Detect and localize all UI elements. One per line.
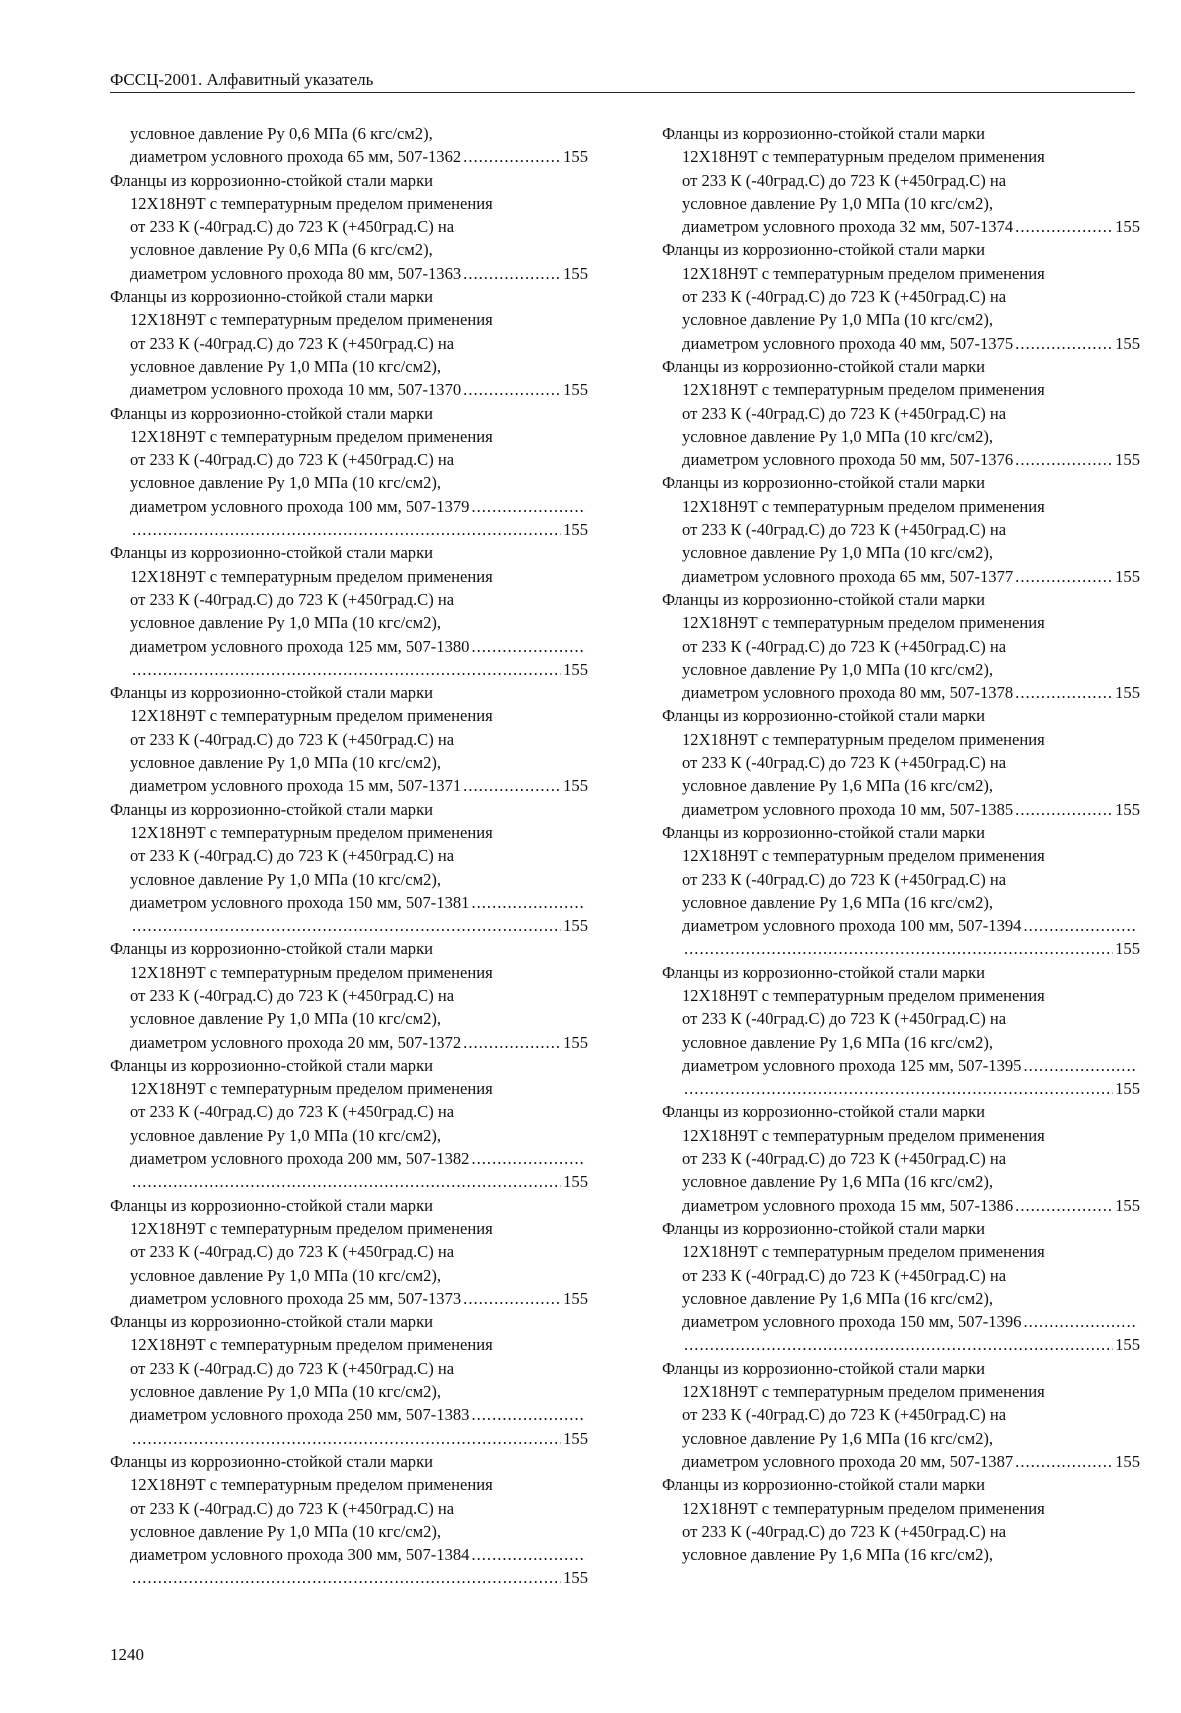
entry-line: 12Х18Н9Т с температурным пределом применения	[682, 1125, 1045, 1145]
entry-line: условное давление Ру 1,0 МПа (10 кгс/см2),	[682, 193, 994, 213]
entry-line: условное давление Ру 1,0 МПа (10 кгс/см2),	[682, 310, 994, 330]
entry-line: от 233 К (-40град.С) до 723 К (+450град.С) на	[682, 869, 1007, 889]
entry-text: диаметром условного прохода 50 мм, 507-1376	[682, 450, 1014, 470]
entry-line: от 233 К (-40град.С) до 723 К (+450град.С) на	[130, 985, 455, 1005]
entry-line: условное давление Ру 0,6 МПа (6 кгс/см2),	[130, 124, 433, 143]
entry-line: 12Х18Н9Т с температурным пределом применения	[130, 1218, 493, 1238]
entry-line: 12Х18Н9Т с температурным пределом применения	[682, 496, 1045, 516]
entry-line: условное давление Ру 1,6 МПа (16 кгс/см2),	[682, 1172, 994, 1192]
leader-dots	[1023, 914, 1138, 937]
entry-line	[110, 262, 588, 285]
entry-leader-line	[110, 914, 588, 937]
entry-line: условное давление Ру 1,0 МПа (10 кгс/см2),	[130, 1521, 442, 1541]
entry-line: Фланцы из коррозионно-стойкой стали марки	[110, 287, 434, 307]
index-entry	[662, 821, 1140, 961]
entry-line	[662, 1194, 1140, 1217]
index-entry	[110, 1310, 588, 1450]
entry-line: от 233 К (-40град.С) до 723 К (+450град.С) на	[130, 450, 455, 470]
entry-line: Фланцы из коррозионно-стойкой стали марки	[110, 403, 434, 423]
entry-line: от 233 К (-40град.С) до 723 К (+450град.С) на	[130, 217, 455, 237]
entry-line: от 233 К (-40град.С) до 723 К (+450град.С) на	[682, 1521, 1007, 1541]
entry-text: диаметром условного прохода 80 мм, 507-1378	[682, 683, 1014, 703]
page-reference: 155	[1115, 799, 1140, 819]
page-reference: 155	[563, 147, 588, 167]
page-reference: 155	[1115, 1195, 1140, 1215]
entry-leader-line	[662, 1333, 1140, 1356]
entry-line: условное давление Ру 1,0 МПа (10 кгс/см2),	[130, 753, 442, 773]
entry-line: Фланцы из коррозионно-стойкой стали марки	[662, 356, 986, 376]
entry-line: Фланцы из коррозионно-стойкой стали марки	[662, 962, 986, 982]
page-reference: 155	[563, 1172, 588, 1192]
index-entry	[662, 1357, 1140, 1473]
leader-dots	[1015, 565, 1113, 588]
entry-line: от 233 К (-40град.С) до 723 К (+450град.С) на	[682, 170, 1007, 190]
entry-line: Фланцы из коррозионно-стойкой стали марки	[110, 1312, 434, 1332]
page-reference: 155	[1115, 566, 1140, 586]
entry-line: условное давление Ру 1,0 МПа (10 кгс/см2),	[682, 426, 994, 446]
index-column-right	[662, 122, 1140, 1566]
entry-line: 12Х18Н9Т с температурным пределом применения	[130, 566, 493, 586]
entry-line	[662, 448, 1140, 471]
entry-line	[110, 1543, 588, 1566]
page-reference: 155	[1115, 683, 1140, 703]
entry-text: диаметром условного прохода 200 мм, 507-1382	[130, 1149, 470, 1169]
leader-dots	[684, 937, 1113, 960]
entry-line: Фланцы из коррозионно-стойкой стали марки	[110, 939, 434, 959]
entry-line: условное давление Ру 1,0 МПа (10 кгс/см2),	[130, 356, 442, 376]
leader-dots	[1015, 448, 1113, 471]
leader-dots	[132, 1566, 561, 1589]
entry-line: от 233 К (-40град.С) до 723 К (+450град.С) на	[682, 403, 1007, 423]
page-reference: 155	[563, 776, 588, 796]
entry-line: условное давление Ру 1,6 МПа (16 кгс/см2),	[682, 776, 994, 796]
entry-leader-line	[662, 1077, 1140, 1100]
index-entry	[662, 1100, 1140, 1216]
entry-leader-line	[662, 937, 1140, 960]
entry-line: 12Х18Н9Т с температурным пределом применения	[682, 985, 1045, 1005]
page-reference: 155	[563, 1032, 588, 1052]
entry-leader-line	[110, 1566, 588, 1589]
entry-line: Фланцы из коррозионно-стойкой стали марки	[662, 706, 986, 726]
index-entry	[110, 402, 588, 542]
leader-dots	[1015, 1450, 1113, 1473]
entry-text: диаметром условного прохода 125 мм, 507-1380	[130, 636, 470, 656]
entry-line: Фланцы из коррозионно-стойкой стали марки	[110, 683, 434, 703]
entry-line	[110, 635, 588, 658]
index-entry	[662, 238, 1140, 354]
leader-dots	[463, 1287, 561, 1310]
leader-dots	[471, 495, 586, 518]
entry-text: диаметром условного прохода 100 мм, 507-1394	[682, 916, 1022, 936]
leader-dots	[1015, 1194, 1113, 1217]
index-column-left	[110, 122, 588, 1590]
entry-line	[662, 1450, 1140, 1473]
entry-text: диаметром условного прохода 300 мм, 507-1384	[130, 1545, 470, 1565]
leader-dots	[1015, 215, 1113, 238]
entry-line: от 233 К (-40град.С) до 723 К (+450град.С) на	[682, 1009, 1007, 1029]
entry-text: диаметром условного прохода 25 мм, 507-1373	[130, 1288, 462, 1308]
entry-line: 12Х18Н9Т с температурным пределом применения	[682, 729, 1045, 749]
page-reference: 155	[1115, 939, 1140, 959]
index-entry	[662, 471, 1140, 587]
entry-line: 12Х18Н9Т с температурным пределом применения	[130, 426, 493, 446]
entry-line: от 233 К (-40град.С) до 723 К (+450град.С) на	[682, 1149, 1007, 1169]
leader-dots	[463, 145, 561, 168]
entry-line: 12Х18Н9Т с температурным пределом применения	[682, 1382, 1045, 1402]
entry-line: Фланцы из коррозионно-стойкой стали марки	[662, 124, 986, 143]
leader-dots	[684, 1333, 1113, 1356]
page-reference: 155	[563, 1288, 588, 1308]
entry-line	[662, 914, 1140, 937]
entry-line: условное давление Ру 1,0 МПа (10 кгс/см2),	[130, 869, 442, 889]
index-entry	[662, 704, 1140, 820]
entry-text: диаметром условного прохода 15 мм, 507-1386	[682, 1195, 1014, 1215]
entry-line: условное давление Ру 1,6 МПа (16 кгс/см2),	[682, 892, 994, 912]
page-reference: 155	[1115, 217, 1140, 237]
entry-line: 12Х18Н9Т с температурным пределом применения	[682, 846, 1045, 866]
entry-line	[662, 332, 1140, 355]
leader-dots	[1023, 1310, 1138, 1333]
leader-dots	[132, 658, 561, 681]
index-entry	[662, 1217, 1140, 1357]
page-reference: 155	[563, 263, 588, 283]
leader-dots	[471, 1543, 586, 1566]
entry-line: Фланцы из коррозионно-стойкой стали марки	[662, 589, 986, 609]
entry-text: диаметром условного прохода 100 мм, 507-1379	[130, 496, 470, 516]
entry-line: от 233 К (-40град.С) до 723 К (+450град.С) на	[682, 1265, 1007, 1285]
entry-line: Фланцы из коррозионно-стойкой стали марки	[110, 799, 434, 819]
entry-text: диаметром условного прохода 150 мм, 507-1381	[130, 892, 470, 912]
entry-line: Фланцы из коррозионно-стойкой стали марки	[110, 1055, 434, 1075]
entry-line: 12Х18Н9Т с температурным пределом применения	[682, 263, 1045, 283]
index-entry	[110, 122, 588, 169]
leader-dots	[463, 774, 561, 797]
leader-dots	[132, 518, 561, 541]
entry-line	[662, 681, 1140, 704]
entry-line: 12Х18Н9Т с температурным пределом применения	[682, 613, 1045, 633]
entry-line: условное давление Ру 1,0 МПа (10 кгс/см2),	[682, 659, 994, 679]
page-reference: 155	[1115, 1335, 1140, 1355]
entry-line: 12Х18Н9Т с температурным пределом применения	[130, 962, 493, 982]
entry-line: условное давление Ру 1,6 МПа (16 кгс/см2),	[682, 1032, 994, 1052]
entry-line: Фланцы из коррозионно-стойкой стали марки	[662, 1218, 986, 1238]
entry-line: 12Х18Н9Т с температурным пределом применения	[130, 706, 493, 726]
entry-text: диаметром условного прохода 20 мм, 507-1372	[130, 1032, 462, 1052]
entry-line: 12Х18Н9Т с температурным пределом применения	[130, 1475, 493, 1495]
index-entry	[110, 169, 588, 285]
entry-line: от 233 К (-40град.С) до 723 К (+450град.С) на	[130, 589, 455, 609]
page-reference: 155	[1115, 333, 1140, 353]
leader-dots	[471, 1403, 586, 1426]
entry-line	[110, 774, 588, 797]
entry-line	[110, 378, 588, 401]
entry-line: от 233 К (-40град.С) до 723 К (+450град.С) на	[130, 1242, 455, 1262]
page-reference: 155	[1115, 1079, 1140, 1099]
entry-line: 12Х18Н9Т с температурным пределом применения	[682, 380, 1045, 400]
page-reference: 155	[1115, 1451, 1140, 1471]
entry-line	[662, 798, 1140, 821]
entry-line	[110, 1147, 588, 1170]
entry-line: Фланцы из коррозионно-стойкой стали марки	[110, 1451, 434, 1471]
entry-line: от 233 К (-40град.С) до 723 К (+450град.С) на	[130, 846, 455, 866]
entry-line: Фланцы из коррозионно-стойкой стали марки	[662, 473, 986, 493]
entry-line: условное давление Ру 1,6 МПа (16 кгс/см2),	[682, 1428, 994, 1448]
entry-text: диаметром условного прохода 150 мм, 507-1396	[682, 1312, 1022, 1332]
entry-line: от 233 К (-40град.С) до 723 К (+450град.С) на	[130, 1102, 455, 1122]
entry-line: от 233 К (-40град.С) до 723 К (+450град.С) на	[682, 636, 1007, 656]
entry-line: Фланцы из коррозионно-стойкой стали марки	[662, 1102, 986, 1122]
entry-text: диаметром условного прохода 65 мм, 507-1362	[130, 147, 462, 167]
entry-line: условное давление Ру 0,6 МПа (6 кгс/см2),	[130, 240, 433, 260]
entry-line: 12Х18Н9Т с температурным пределом применения	[682, 147, 1045, 167]
leader-dots	[1015, 332, 1113, 355]
entry-line: 12Х18Н9Т с температурным пределом применения	[682, 1242, 1045, 1262]
entry-line: условное давление Ру 1,0 МПа (10 кгс/см2),	[130, 1382, 442, 1402]
entry-line: условное давление Ру 1,0 МПа (10 кгс/см2),	[682, 543, 994, 563]
entry-line: 12Х18Н9Т с температурным пределом применения	[130, 1335, 493, 1355]
entry-line: от 233 К (-40град.С) до 723 К (+450град.С) на	[682, 287, 1007, 307]
index-entry	[662, 122, 1140, 238]
entry-line	[110, 1287, 588, 1310]
leader-dots	[684, 1077, 1113, 1100]
entry-line: Фланцы из коррозионно-стойкой стали марки	[110, 1195, 434, 1215]
index-entry	[662, 1473, 1140, 1566]
entry-line: условное давление Ру 1,6 МПа (16 кгс/см2),	[682, 1288, 994, 1308]
entry-line: условное давление Ру 1,6 МПа (16 кгс/см2),	[682, 1545, 994, 1565]
entry-text: диаметром условного прохода 15 мм, 507-1371	[130, 776, 462, 796]
entry-line: от 233 К (-40град.С) до 723 К (+450град.С) на	[130, 729, 455, 749]
leader-dots	[471, 635, 586, 658]
entry-leader-line	[110, 1170, 588, 1193]
leader-dots	[463, 1031, 561, 1054]
entry-line: от 233 К (-40град.С) до 723 К (+450град.С) на	[130, 333, 455, 353]
entry-line: Фланцы из коррозионно-стойкой стали марки	[110, 543, 434, 563]
index-entry	[110, 541, 588, 681]
index-entry	[662, 355, 1140, 471]
entry-line	[110, 145, 588, 168]
page-number: 1240	[110, 1645, 144, 1664]
leader-dots	[463, 378, 561, 401]
entry-line: Фланцы из коррозионно-стойкой стали марки	[662, 822, 986, 842]
index-entry	[110, 681, 588, 797]
page-reference: 155	[563, 520, 588, 540]
entry-text: диаметром условного прохода 65 мм, 507-1377	[682, 566, 1014, 586]
entry-line: от 233 К (-40град.С) до 723 К (+450град.С) на	[130, 1358, 455, 1378]
leader-dots	[1015, 798, 1113, 821]
entry-leader-line	[110, 518, 588, 541]
entry-text: диаметром условного прохода 32 мм, 507-1374	[682, 217, 1014, 237]
entry-line: условное давление Ру 1,0 МПа (10 кгс/см2),	[130, 613, 442, 633]
entry-line: Фланцы из коррозионно-стойкой стали марки	[662, 1475, 986, 1495]
entry-line: 12Х18Н9Т с температурным пределом применения	[130, 1079, 493, 1099]
index-entry	[110, 1194, 588, 1310]
leader-dots	[132, 1427, 561, 1450]
entry-line	[662, 565, 1140, 588]
entry-line	[110, 1031, 588, 1054]
entry-line	[662, 215, 1140, 238]
leader-dots	[1023, 1054, 1138, 1077]
leader-dots	[471, 1147, 586, 1170]
index-entry	[662, 588, 1140, 704]
entry-line: условное давление Ру 1,0 МПа (10 кгс/см2),	[130, 1265, 442, 1285]
entry-line: условное давление Ру 1,0 МПа (10 кгс/см2),	[130, 1009, 442, 1029]
page-reference: 155	[1115, 450, 1140, 470]
entry-line: 12Х18Н9Т с температурным пределом применения	[130, 822, 493, 842]
index-entry	[110, 937, 588, 1053]
entry-leader-line	[110, 658, 588, 681]
leader-dots	[132, 914, 561, 937]
entry-text: диаметром условного прохода 125 мм, 507-1395	[682, 1055, 1022, 1075]
entry-line	[110, 891, 588, 914]
entry-line: 12Х18Н9Т с температурным пределом применения	[130, 310, 493, 330]
entry-line: от 233 К (-40град.С) до 723 К (+450град.С) на	[130, 1498, 455, 1518]
entry-line	[662, 1310, 1140, 1333]
index-entry	[110, 1450, 588, 1590]
running-header: ФССЦ-2001. Алфавитный указатель	[110, 70, 1135, 93]
entry-text: диаметром условного прохода 250 мм, 507-1383	[130, 1405, 470, 1425]
page-reference: 155	[563, 1568, 588, 1588]
entry-text: диаметром условного прохода 40 мм, 507-1375	[682, 333, 1014, 353]
entry-line	[662, 1054, 1140, 1077]
entry-line: условное давление Ру 1,0 МПа (10 кгс/см2),	[130, 1125, 442, 1145]
entry-text: диаметром условного прохода 10 мм, 507-1385	[682, 799, 1014, 819]
leader-dots	[132, 1170, 561, 1193]
index-entry	[662, 961, 1140, 1101]
page-reference: 155	[563, 659, 588, 679]
entry-line: Фланцы из коррозионно-стойкой стали марки	[662, 240, 986, 260]
entry-line	[110, 1403, 588, 1426]
leader-dots	[471, 891, 586, 914]
entry-leader-line	[110, 1427, 588, 1450]
entry-line: Фланцы из коррозионно-стойкой стали марки	[110, 170, 434, 190]
entry-text: диаметром условного прохода 10 мм, 507-1370	[130, 380, 462, 400]
entry-line: от 233 К (-40град.С) до 723 К (+450град.С) на	[682, 1405, 1007, 1425]
entry-line	[110, 495, 588, 518]
entry-line: 12Х18Н9Т с температурным пределом применения	[130, 193, 493, 213]
index-entry	[110, 798, 588, 938]
entry-line: Фланцы из коррозионно-стойкой стали марки	[662, 1358, 986, 1378]
leader-dots	[1015, 681, 1113, 704]
entry-line: 12Х18Н9Т с температурным пределом применения	[682, 1498, 1045, 1518]
page-reference: 155	[563, 916, 588, 936]
entry-text: диаметром условного прохода 20 мм, 507-1387	[682, 1451, 1014, 1471]
entry-line: условное давление Ру 1,0 МПа (10 кгс/см2),	[130, 473, 442, 493]
index-entry	[110, 1054, 588, 1194]
page-reference: 155	[563, 380, 588, 400]
entry-line: от 233 К (-40град.С) до 723 К (+450град.С) на	[682, 753, 1007, 773]
entry-text: диаметром условного прохода 80 мм, 507-1363	[130, 263, 462, 283]
page-reference: 155	[563, 1428, 588, 1448]
leader-dots	[463, 262, 561, 285]
index-entry	[110, 285, 588, 401]
entry-line: от 233 К (-40град.С) до 723 К (+450град.С) на	[682, 520, 1007, 540]
